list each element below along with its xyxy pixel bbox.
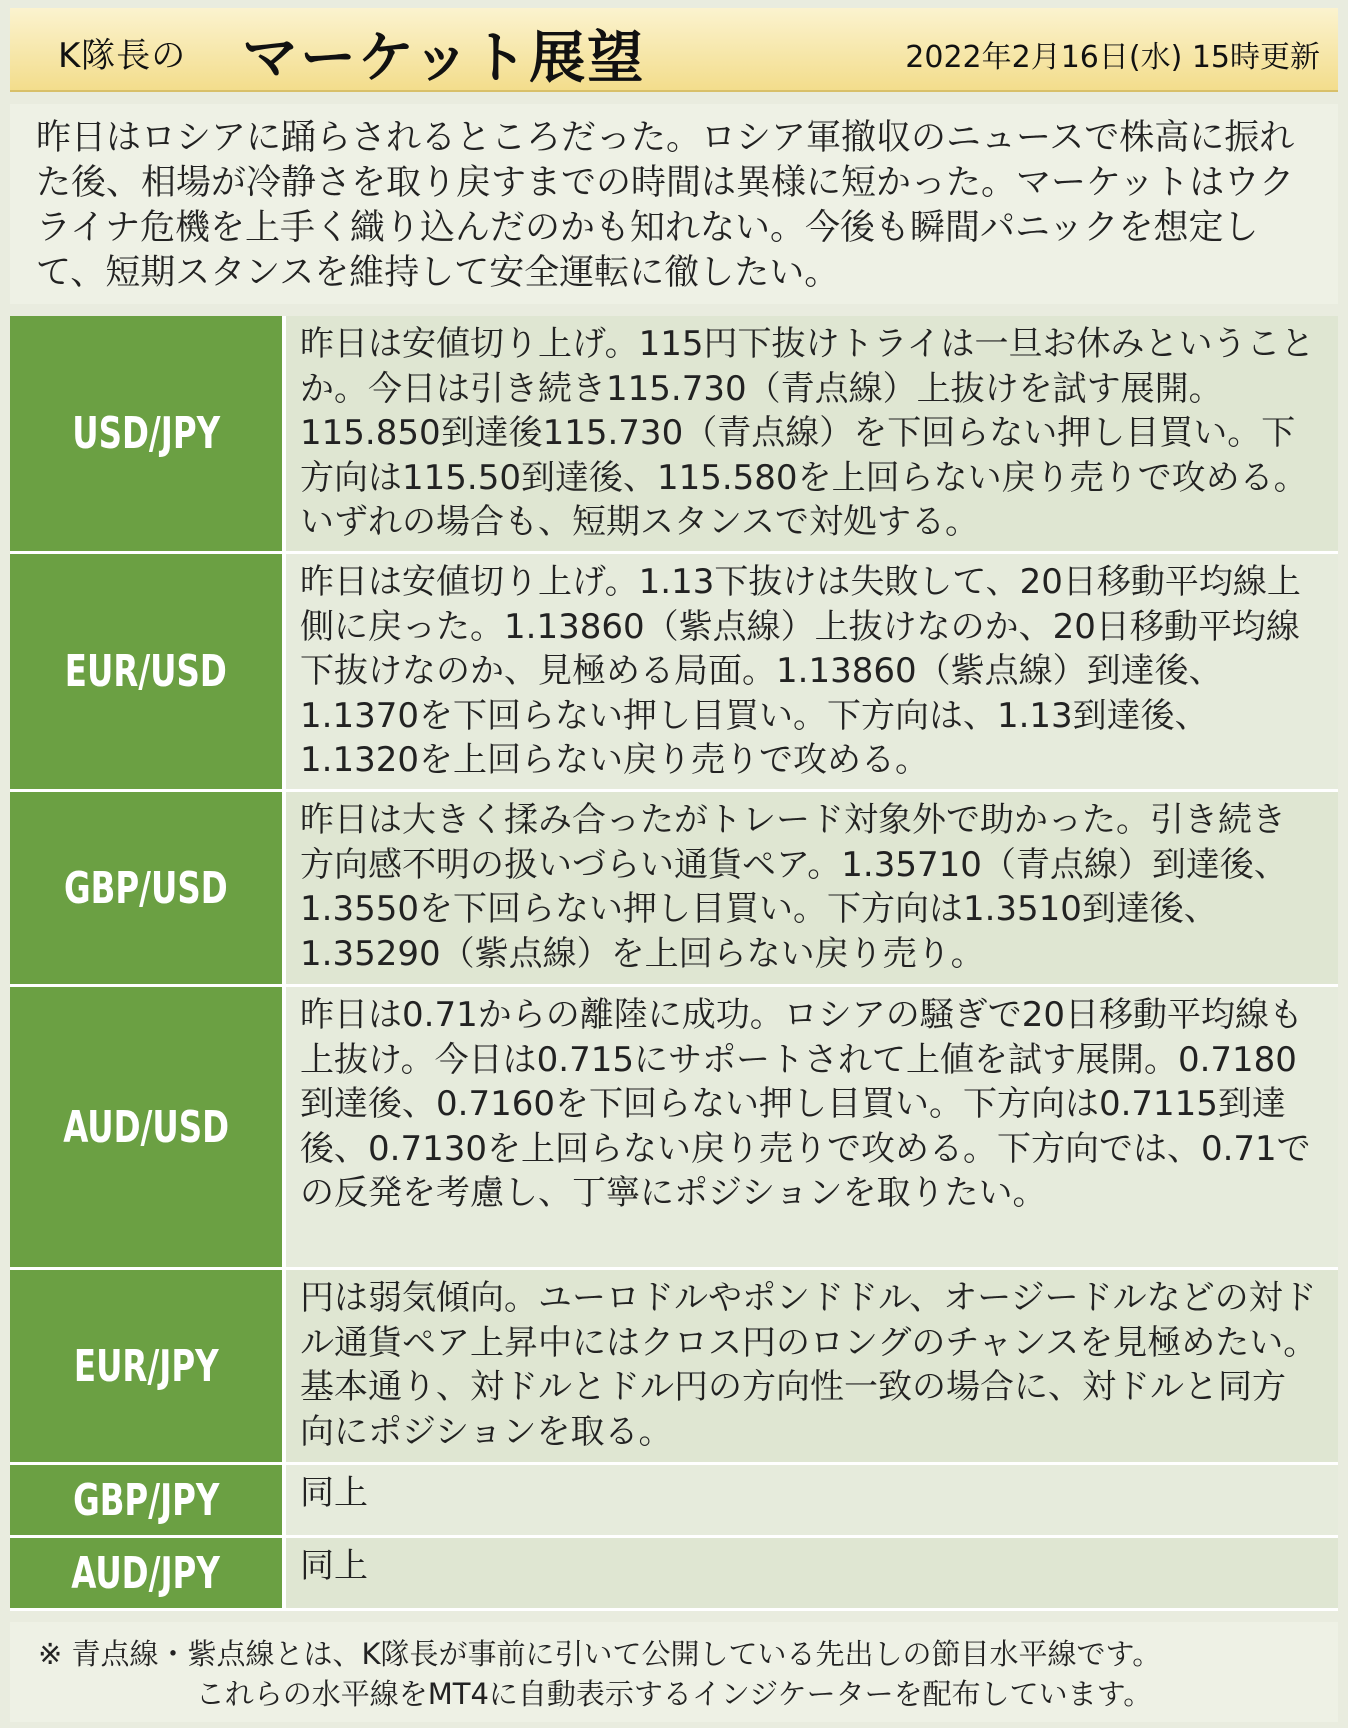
pair-analysis: 円は弱気傾向。ユーロドルやポンドドル、オージードルなどの対ドル通貨ペア上昇中にはクロス円のロングのチャンスを見極めたい。基本通り、対ドルとドル円の方向性一致の場合に、対ドルと同方向にポジションを取る。 xyxy=(286,1270,1338,1462)
pair-analysis: 昨日は0.71からの離陸に成功。ロシアの騒ぎで20日移動平均線も上抜け。今日は0.715にサポートされて上値を試す展開。0.7180到達後、0.7160を下回らない押し目買い。下方向は0.7115到達後、0.7130を上回らない戻り売りで攻める。下方向では、0.71での反発を考慮し、丁寧にポジションを取りたい。 xyxy=(286,987,1338,1267)
pair-label: EUR/JPY xyxy=(10,1270,286,1462)
pair-label: GBP/JPY xyxy=(10,1465,286,1535)
table-row xyxy=(10,792,1338,987)
pair-label: AUD/JPY xyxy=(10,1538,286,1608)
table-row xyxy=(10,1538,1338,1611)
footnote-line: ※ 青点線・紫点線とは、K隊長が事前に引いて公開している先出しの節目水平線です。 xyxy=(38,1637,1162,1671)
header-banner xyxy=(10,8,1338,92)
brand-label: K隊長の xyxy=(58,36,187,76)
pair-analysis: 同上 xyxy=(286,1465,1338,1535)
pair-label: USD/JPY xyxy=(10,316,286,551)
table-row xyxy=(10,987,1338,1270)
pair-analysis: 昨日は大きく揉み合ったがトレード対象外で助かった。引き続き方向感不明の扱いづらい通貨ペア。1.35710（青点線）到達後、1.3550を下回らない押し目買い。下方向は1.3510到達後、1.35290（紫点線）を上回らない戻り売り。 xyxy=(286,792,1338,984)
footnote xyxy=(10,1622,1338,1722)
pair-label: GBP/USD xyxy=(10,792,286,984)
page-title: マーケット展望 xyxy=(242,25,646,91)
pair-analysis: 昨日は安値切り上げ。115円下抜けトライは一旦お休みということか。今日は引き続き115.730（青点線）上抜けを試す展開。115.850到達後115.730（青点線）を下回らない押し目買い。下方向は115.50到達後、115.580を上回らない戻り売りで攻める。いずれの場合も、短期スタンスで対処する。 xyxy=(286,316,1338,551)
pair-analysis: 同上 xyxy=(286,1538,1338,1608)
pair-label: AUD/USD xyxy=(10,987,286,1267)
footnote-line: これらの水平線をMT4に自動表示するインジケーターを配布しています。 xyxy=(195,1677,1153,1711)
currency-table xyxy=(10,316,1338,1611)
update-timestamp: 2022年2月16日(水) 15時更新 xyxy=(905,40,1320,75)
table-row xyxy=(10,316,1338,554)
table-row xyxy=(10,1270,1338,1465)
pair-analysis: 昨日は安値切り上げ。1.13下抜けは失敗して、20日移動平均線上側に戻った。1.13860（紫点線）上抜けなのか、20日移動平均線下抜けなのか、見極める局面。1.13860（紫点線）到達後、1.1370を下回らない押し目買い。下方向は、1.13到達後、1.1320を上回らない戻り売りで攻める。 xyxy=(286,554,1338,789)
summary-text: 昨日はロシアに踊らされるところだった。ロシア軍撤収のニュースで株高に振れた後、相場が冷静さを取り戻すまでの時間は異様に短かった。マーケットはウクライナ危機を上手く織り込んだのかも知れない。今後も瞬間パニックを想定して、短期スタンスを維持して安全運転に徹したい。 xyxy=(10,104,1338,304)
table-row xyxy=(10,554,1338,792)
pair-label: EUR/USD xyxy=(10,554,286,789)
table-row xyxy=(10,1465,1338,1538)
